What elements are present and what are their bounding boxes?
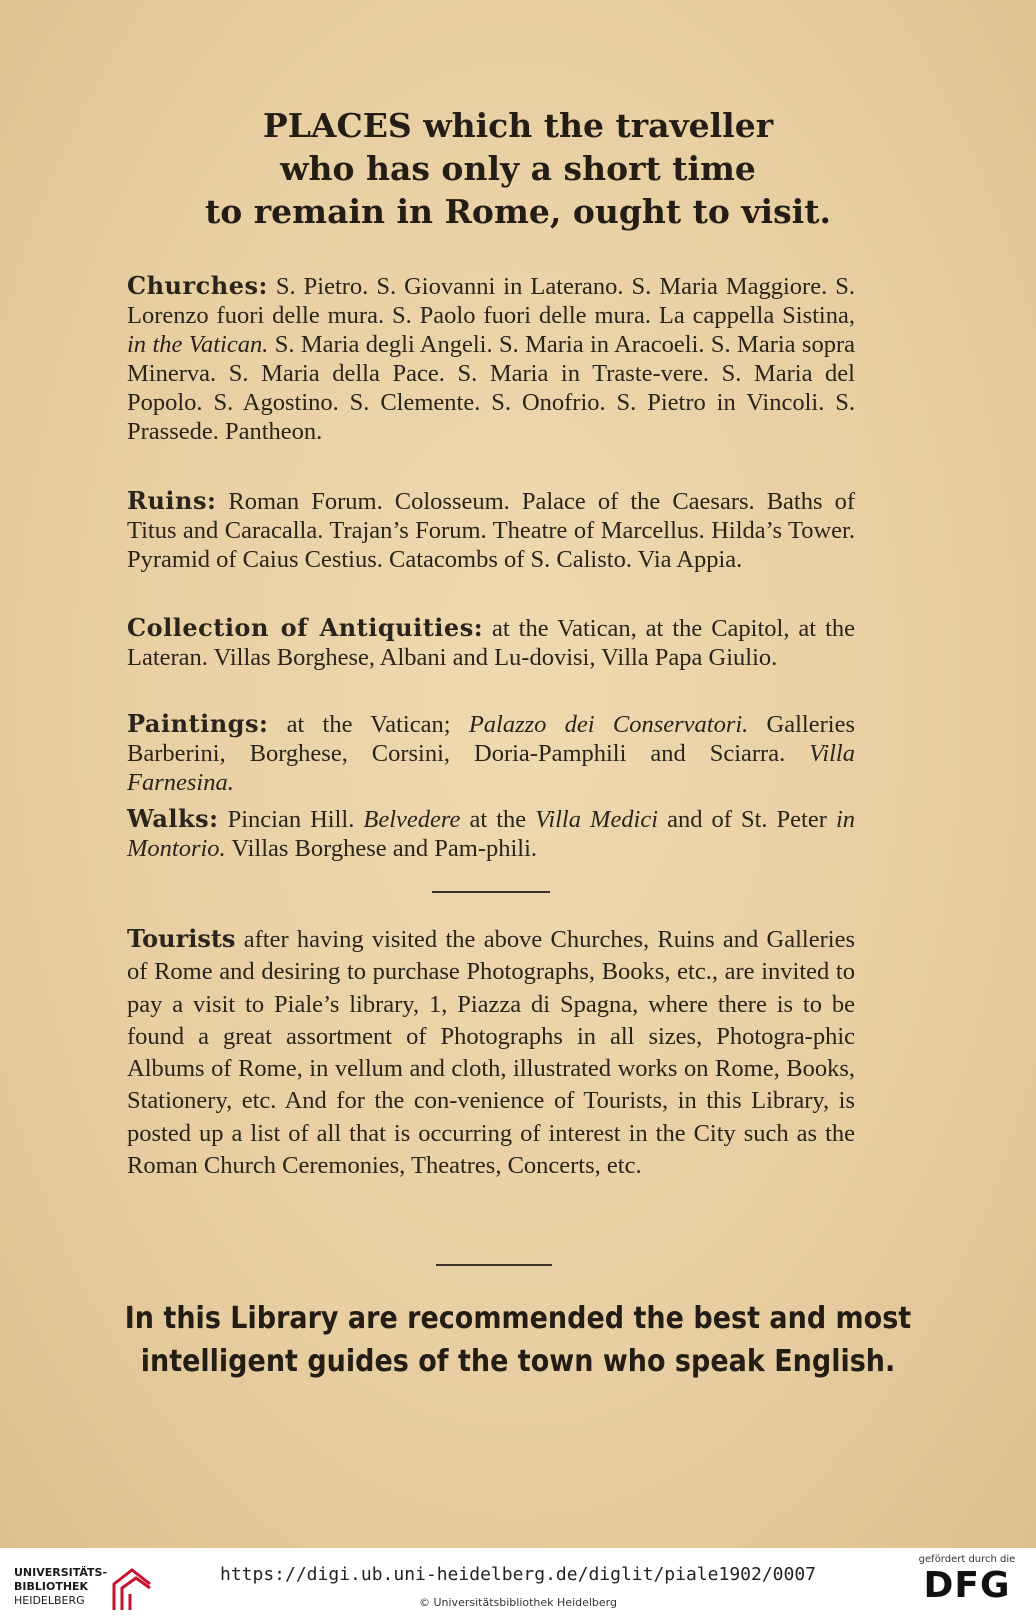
walks-italic-2: Villa Medici bbox=[535, 806, 659, 833]
churches-text: S. Pietro. S. Giovanni in Laterano. S. Maria Maggiore. S. Lorenzo fuori delle mura. S. Paolo fuori delle mura. La cappella Sistina, bbox=[127, 273, 855, 329]
paintings-text-2: Galleries Barberini, Borghese, Corsini, Doria-Pamphili and Sciarra. bbox=[127, 711, 855, 767]
paintings-label: Paintings: bbox=[127, 709, 269, 738]
ruins-section bbox=[127, 486, 855, 574]
ruins-text: Roman Forum. Colosseum. Palace of the Caesars. Baths of Titus and Caracalla. Trajan’s Forum. Theatre of Marcellus. Hilda’s Tower. Pyramid of Caius Cestius. Catacombs of S. Calisto. Via Appia. bbox=[127, 488, 855, 573]
walks-text-2: at the bbox=[460, 806, 536, 833]
closing-line-1: In this Library are recommended the best and most bbox=[124, 1301, 912, 1337]
churches-section bbox=[127, 271, 855, 446]
antiquities-text: at the Vatican, at the Capitol, at the Lateran. Villas Borghese, Albani and Lu-dovisi, Villa Papa Giulio. bbox=[127, 615, 855, 671]
page-heading bbox=[90, 104, 946, 233]
funded-by-label: gefördert durch die bbox=[918, 1554, 1016, 1565]
dfg-logo[interactable] bbox=[912, 1554, 1022, 1616]
library-logo[interactable] bbox=[14, 1566, 154, 1612]
viewer-footer bbox=[0, 1548, 1036, 1622]
paintings-italic: Palazzo dei Conservatori. bbox=[468, 711, 749, 738]
heading-line-1: PLACES which the traveller bbox=[262, 106, 774, 145]
tourists-paragraph bbox=[127, 923, 855, 1182]
walks-text-3: and of St. Peter bbox=[658, 806, 836, 833]
walks-label: Walks: bbox=[127, 804, 219, 833]
closing-notice bbox=[100, 1298, 936, 1383]
ruins-label: Ruins: bbox=[127, 486, 217, 515]
dfg-mark: DFG bbox=[923, 1565, 1011, 1606]
paintings-section bbox=[127, 709, 855, 797]
library-name-line-1: UNIVERSITÄTS- bbox=[14, 1566, 108, 1579]
library-name-line-2: BIBLIOTHEK bbox=[14, 1580, 89, 1593]
walks-section bbox=[127, 804, 855, 863]
library-name-line-3: HEIDELBERG bbox=[14, 1594, 85, 1607]
antiquities-label: Collection of Antiquities: bbox=[127, 613, 484, 642]
tourists-label: Tourists bbox=[127, 924, 236, 953]
walks-text: Pincian Hill. bbox=[218, 806, 364, 833]
churches-italic: in the Vatican. bbox=[127, 331, 269, 358]
walks-text-4: Villas Borghese and Pam-phili. bbox=[225, 835, 538, 862]
tourists-text: after having visited the above Churches, Ruins and Galleries of Rome and desiring to purchase Photographs, Books, etc., are invited to pay a visit to Piale’s library, 1, Piazza di Spagna, where there is to be found a great assortment of Photographs in all sizes, Photogra-phic Albums of Rome, in vellum and cloth, illustrated works on Rome, Books, Stationery, etc. And for the con-venience of Tourists, in this Library, is posted up a list of all that is occurring of interest in the City such as the Roman Church Ceremonies, Theatres, Concerts, etc. bbox=[127, 926, 855, 1180]
walks-italic-3: in Montorio. bbox=[127, 806, 856, 862]
permalink-url[interactable]: https://digi.ub.uni-heidelberg.de/diglit/piale1902/0007 bbox=[219, 1564, 817, 1585]
heading-line-3: to remain in Rome, ought to visit. bbox=[205, 192, 831, 231]
library-logo-text bbox=[14, 1566, 107, 1608]
heading-line-2: who has only a short time bbox=[280, 149, 756, 188]
library-mark-icon bbox=[110, 1566, 154, 1612]
walks-italic: Belvedere bbox=[363, 806, 461, 833]
closing-line-2: intelligent guides of the town who speak English. bbox=[140, 1343, 896, 1379]
antiquities-section bbox=[127, 613, 855, 672]
paintings-italic-2: Villa Farnesina. bbox=[127, 740, 855, 796]
churches-label: Churches: bbox=[127, 271, 268, 300]
paintings-text: at the Vatican; bbox=[268, 711, 469, 738]
churches-text-2: S. Maria degli Angeli. S. Maria in Aracoeli. S. Maria sopra Minerva. S. Maria della Pace. S. Maria in Traste-vere. S. Maria del Popolo. S. Agostino. S. Clemente. S. Onofrio. S. Pietro in Vincoli. S. Prassede. Pantheon. bbox=[127, 331, 855, 445]
copyright-notice: © Universitätsbibliothek Heidelberg bbox=[418, 1596, 617, 1609]
divider-rule bbox=[432, 891, 550, 893]
divider-rule bbox=[436, 1264, 552, 1266]
